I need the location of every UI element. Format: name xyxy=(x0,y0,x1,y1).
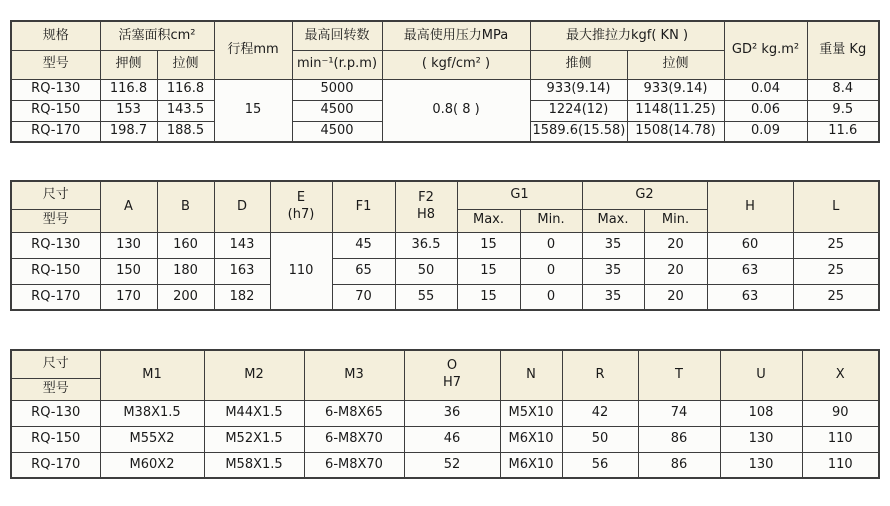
cell-x: 110 xyxy=(802,426,879,452)
header-max-force: 最大推拉力kgf( KN ) xyxy=(530,21,724,50)
header-f2 xyxy=(395,181,457,232)
header-stroke: 行程mm xyxy=(214,21,292,79)
header-u: U xyxy=(720,350,802,400)
header-weight: 重量 Kg xyxy=(807,21,879,79)
cell-force-pull: 1508(14.78) xyxy=(627,121,724,142)
cell-t: 86 xyxy=(638,452,720,478)
cell-a: 150 xyxy=(100,258,157,284)
header-push-side: 押侧 xyxy=(100,50,157,79)
cell-model: RQ-170 xyxy=(11,284,100,310)
cell-r: 42 xyxy=(562,400,638,426)
cell-h: 63 xyxy=(707,258,793,284)
header-l: L xyxy=(793,181,879,232)
header-rpm: min⁻¹(r.p.m) xyxy=(292,50,382,79)
header-h: H xyxy=(707,181,793,232)
table-row xyxy=(11,452,879,478)
header-g2-min: Min. xyxy=(644,209,707,232)
cell-o: 46 xyxy=(404,426,500,452)
cell-weight: 9.5 xyxy=(807,100,879,121)
header-piston-area: 活塞面积cm² xyxy=(100,21,214,50)
cell-area-pull: 143.5 xyxy=(157,100,214,121)
cell-o: 36 xyxy=(404,400,500,426)
cell-u: 130 xyxy=(720,426,802,452)
header-o xyxy=(404,350,500,400)
header-g2: G2 xyxy=(582,181,707,209)
header-g2-max: Max. xyxy=(582,209,644,232)
cell-o: 52 xyxy=(404,452,500,478)
header-m3: M3 xyxy=(304,350,404,400)
cell-area-pull: 116.8 xyxy=(157,79,214,100)
cell-f1: 45 xyxy=(332,232,395,258)
cell-m1: M60X2 xyxy=(100,452,204,478)
cell-g1-max: 15 xyxy=(457,232,520,258)
cell-model: RQ-150 xyxy=(11,258,100,284)
cell-speed: 5000 xyxy=(292,79,382,100)
header-o-tolerance: H7 xyxy=(442,375,462,391)
table-row xyxy=(11,258,879,284)
cell-area-push: 116.8 xyxy=(100,79,157,100)
cell-m2: M52X1.5 xyxy=(204,426,304,452)
cell-d: 143 xyxy=(214,232,270,258)
header-d: D xyxy=(214,181,270,232)
header-f2-label: F2 xyxy=(418,189,434,205)
cell-h: 63 xyxy=(707,284,793,310)
header-g1-min: Min. xyxy=(520,209,582,232)
header-model: 型号 xyxy=(11,50,100,79)
cell-speed: 4500 xyxy=(292,100,382,121)
cell-a: 130 xyxy=(100,232,157,258)
cell-f2: 55 xyxy=(395,284,457,310)
cell-l: 25 xyxy=(793,258,879,284)
table-row xyxy=(11,400,879,426)
cell-pressure: 0.8( 8 ) xyxy=(382,79,530,142)
cell-b: 180 xyxy=(157,258,214,284)
cell-stroke: 15 xyxy=(214,79,292,142)
cell-u: 130 xyxy=(720,452,802,478)
cell-x: 110 xyxy=(802,452,879,478)
cell-f1: 70 xyxy=(332,284,395,310)
cell-l: 25 xyxy=(793,284,879,310)
cell-a: 170 xyxy=(100,284,157,310)
header-f1: F1 xyxy=(332,181,395,232)
cell-e: 110 xyxy=(270,232,332,310)
cell-gd2: 0.04 xyxy=(724,79,807,100)
cell-r: 50 xyxy=(562,426,638,452)
cell-b: 200 xyxy=(157,284,214,310)
cell-n: M6X10 xyxy=(500,426,562,452)
header-spec: 规格 xyxy=(11,21,100,50)
cell-b: 160 xyxy=(157,232,214,258)
cell-area-pull: 188.5 xyxy=(157,121,214,142)
cell-d: 182 xyxy=(214,284,270,310)
dimension-table-1 xyxy=(10,180,880,311)
cell-area-push: 198.7 xyxy=(100,121,157,142)
header-model: 型号 xyxy=(11,378,100,400)
cell-model: RQ-150 xyxy=(11,100,100,121)
header-b: B xyxy=(157,181,214,232)
cell-t: 86 xyxy=(638,426,720,452)
cell-m1: M38X1.5 xyxy=(100,400,204,426)
cell-area-push: 153 xyxy=(100,100,157,121)
cell-weight: 8.4 xyxy=(807,79,879,100)
cell-model: RQ-130 xyxy=(11,79,100,100)
header-dim: 尺寸 xyxy=(11,350,100,378)
header-e xyxy=(270,181,332,232)
performance-spec-table xyxy=(10,20,880,143)
cell-model: RQ-130 xyxy=(11,400,100,426)
cell-f2: 36.5 xyxy=(395,232,457,258)
cell-f1: 65 xyxy=(332,258,395,284)
header-o-label: O xyxy=(446,358,458,374)
header-force-push: 推侧 xyxy=(530,50,627,79)
cell-n: M6X10 xyxy=(500,452,562,478)
cell-n: M5X10 xyxy=(500,400,562,426)
cell-d: 163 xyxy=(214,258,270,284)
cell-weight: 11.6 xyxy=(807,121,879,142)
cell-gd2: 0.09 xyxy=(724,121,807,142)
header-pull-side: 拉侧 xyxy=(157,50,214,79)
cell-t: 74 xyxy=(638,400,720,426)
cell-force-push: 1224(12) xyxy=(530,100,627,121)
cell-force-push: 933(9.14) xyxy=(530,79,627,100)
cell-m1: M55X2 xyxy=(100,426,204,452)
cell-m3: 6-M8X65 xyxy=(304,400,404,426)
dimension-table-2 xyxy=(10,349,880,479)
cell-g2-min: 20 xyxy=(644,284,707,310)
header-a: A xyxy=(100,181,157,232)
header-f2-tolerance: H8 xyxy=(416,206,436,222)
header-pressure-unit: ( kgf/cm² ) xyxy=(382,50,530,79)
header-m1: M1 xyxy=(100,350,204,400)
cell-g1-max: 15 xyxy=(457,258,520,284)
cell-g1-min: 0 xyxy=(520,284,582,310)
header-t: T xyxy=(638,350,720,400)
cell-m3: 6-M8X70 xyxy=(304,452,404,478)
header-g1: G1 xyxy=(457,181,582,209)
cell-m2: M58X1.5 xyxy=(204,452,304,478)
cell-g2-min: 20 xyxy=(644,258,707,284)
cell-m2: M44X1.5 xyxy=(204,400,304,426)
header-e-label: E xyxy=(296,189,306,205)
table-header-row xyxy=(11,181,879,209)
header-model: 型号 xyxy=(11,209,100,232)
table-row xyxy=(11,284,879,310)
header-force-pull: 拉侧 xyxy=(627,50,724,79)
cell-m3: 6-M8X70 xyxy=(304,426,404,452)
cell-force-push: 1589.6(15.58) xyxy=(530,121,627,142)
header-max-speed: 最高回转数 xyxy=(292,21,382,50)
cell-model: RQ-170 xyxy=(11,452,100,478)
cell-f2: 50 xyxy=(395,258,457,284)
cell-g1-max: 15 xyxy=(457,284,520,310)
header-m2: M2 xyxy=(204,350,304,400)
table-row xyxy=(11,426,879,452)
cell-g2-max: 35 xyxy=(582,284,644,310)
header-g1-max: Max. xyxy=(457,209,520,232)
cell-g1-min: 0 xyxy=(520,258,582,284)
cell-r: 56 xyxy=(562,452,638,478)
cell-force-pull: 933(9.14) xyxy=(627,79,724,100)
table-header-row xyxy=(11,21,879,50)
header-dim: 尺寸 xyxy=(11,181,100,209)
table-header-row xyxy=(11,350,879,378)
cell-u: 108 xyxy=(720,400,802,426)
cell-l: 25 xyxy=(793,232,879,258)
header-gd2: GD² kg.m² xyxy=(724,21,807,79)
cell-model: RQ-170 xyxy=(11,121,100,142)
cell-model: RQ-150 xyxy=(11,426,100,452)
cell-force-pull: 1148(11.25) xyxy=(627,100,724,121)
header-x: X xyxy=(802,350,879,400)
cell-h: 60 xyxy=(707,232,793,258)
cell-g2-max: 35 xyxy=(582,258,644,284)
cell-g2-max: 35 xyxy=(582,232,644,258)
cell-model: RQ-130 xyxy=(11,232,100,258)
cell-g1-min: 0 xyxy=(520,232,582,258)
header-n: N xyxy=(500,350,562,400)
cell-speed: 4500 xyxy=(292,121,382,142)
cell-gd2: 0.06 xyxy=(724,100,807,121)
cell-g2-min: 20 xyxy=(644,232,707,258)
cell-x: 90 xyxy=(802,400,879,426)
header-r: R xyxy=(562,350,638,400)
table-row xyxy=(11,79,879,100)
header-max-pressure: 最高使用压力MPa xyxy=(382,21,530,50)
table-row xyxy=(11,232,879,258)
header-e-tolerance: (h7) xyxy=(287,206,315,222)
